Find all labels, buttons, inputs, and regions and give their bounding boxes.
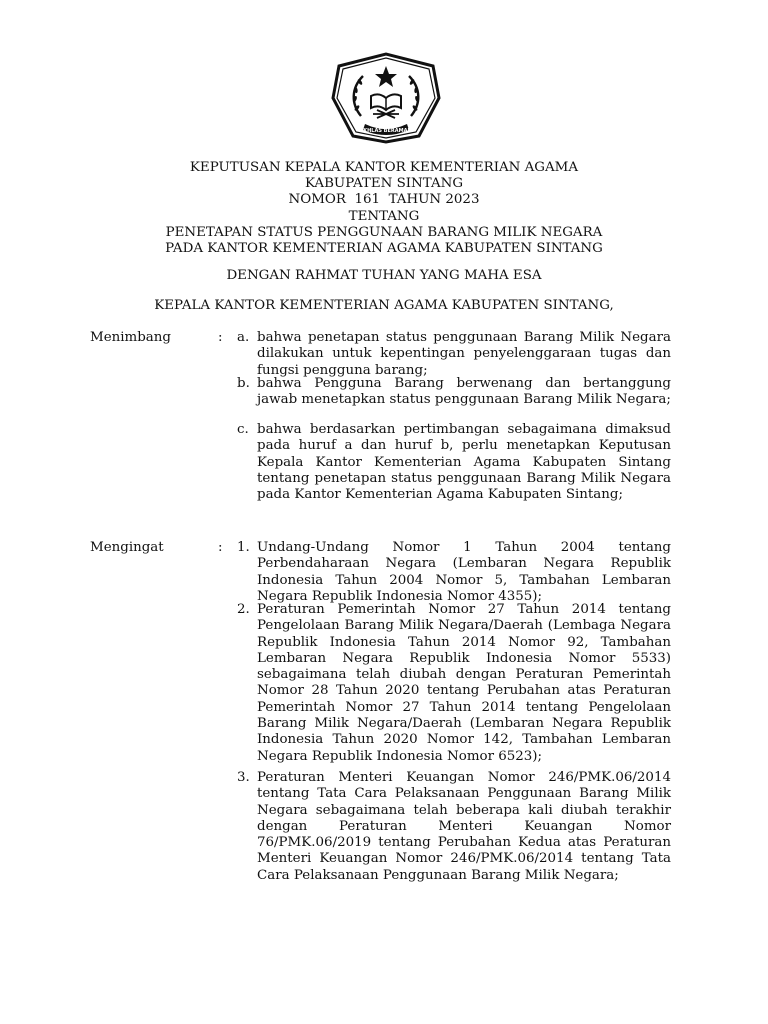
header-line-6: PADA KANTOR KEMENTERIAN AGAMA KABUPATEN SINTANG xyxy=(165,241,603,257)
item-marker: 1. xyxy=(237,540,250,555)
header-line-1: KEPUTUSAN KEPALA KANTOR KEMENTERIAN AGAMA xyxy=(189,160,579,175)
item-marker: a. xyxy=(237,330,250,345)
header-line-4: TENTANG xyxy=(348,208,420,224)
header-line-5: PENETAPAN STATUS PENGGUNAAN BARANG MILIK NEGARA xyxy=(165,224,603,240)
header-line-2: KABUPATEN SINTANG xyxy=(304,176,464,192)
item-text: Peraturan Pemerintah Nomor 27 Tahun 2014 tentang Pengelolaan Barang Milik Negara/Daerah (Lembaga Negara Republik Indonesia Tahun 2014 Nomor 92, Tambahan Lembaran Negara Republik Indonesia Nomor 5533) sebagaimana telah diubah dengan Peraturan Pemerintah Nomor 28 Tahun 2020 tentang Perubahan atas Peraturan Pemerintah Nomor 27 Tahun 2014 tentang Pengelolaan Barang Milik Negara/Daerah (Lembaran Negara Republik Indonesia Tahun 2020 Nomor 142, Tambahan Lembaran Negara Republik Indonesia Nomor 6523); xyxy=(257,602,671,764)
item-text: Undang-Undang Nomor 1 Tahun 2004 tentang Perbendaharaan Negara (Lembaran Negara Republik Indonesia Tahun 2004 Nomor 5, Tambahan Lembaran Negara Republik Indonesia Nomor 4355); xyxy=(257,540,671,604)
item-text: bahwa penetapan status penggunaan Barang Milik Negara dilakukan untuk kepentingan penyelenggaraan tugas dan fungsi pengguna barang; xyxy=(257,330,671,378)
kementerian-agama-emblem-icon xyxy=(329,52,443,144)
item-marker: c. xyxy=(237,422,249,437)
item-text: bahwa Pengguna Barang berwenang dan bertanggung jawab menetapkan status penggunaan Barang Milik Negara; xyxy=(257,376,671,408)
item-marker: 3. xyxy=(237,770,250,785)
greeting: DENGAN RAHMAT TUHAN YANG MAHA ESA xyxy=(226,268,542,283)
item-text: bahwa berdasarkan pertimbangan sebagaimana dimaksud pada huruf a dan huruf b, perlu menetapkan Keputusan Kepala Kantor Kementerian Agama Kabupaten Sintang tentang penetapan status penggunaan Barang Milik Negara pada Kantor Kementerian Agama Kabupaten Sintang; xyxy=(257,422,671,503)
logo-motto: IKHLAS BERAMAL xyxy=(361,128,411,134)
header-line-3: NOMOR 161 TAHUN 2023 xyxy=(288,192,480,208)
item-marker: b. xyxy=(237,376,250,391)
section-colon: : xyxy=(218,330,223,345)
decree-header xyxy=(0,160,768,257)
section-label: Mengingat xyxy=(90,540,164,555)
official-title: KEPALA KANTOR KEMENTERIAN AGAMA KABUPATEN SINTANG, xyxy=(154,298,614,313)
section-colon: : xyxy=(218,540,223,555)
item-text: Peraturan Menteri Keuangan Nomor 246/PMK.06/2014 tentang Tata Cara Pelaksanaan Penggunaan Barang Milik Negara sebagaimana telah beberapa kali diubah terakhir dengan Peraturan Menteri Keuangan Nomor 76/PMK.06/2019 tentang Perubahan Kedua atas Peraturan Menteri Keuangan Nomor 246/PMK.06/2014 tentang Tata Cara Pelaksanaan Penggunaan Barang Milik Negara; xyxy=(257,770,671,883)
item-marker: 2. xyxy=(237,602,250,617)
section-label: Menimbang xyxy=(90,330,171,345)
